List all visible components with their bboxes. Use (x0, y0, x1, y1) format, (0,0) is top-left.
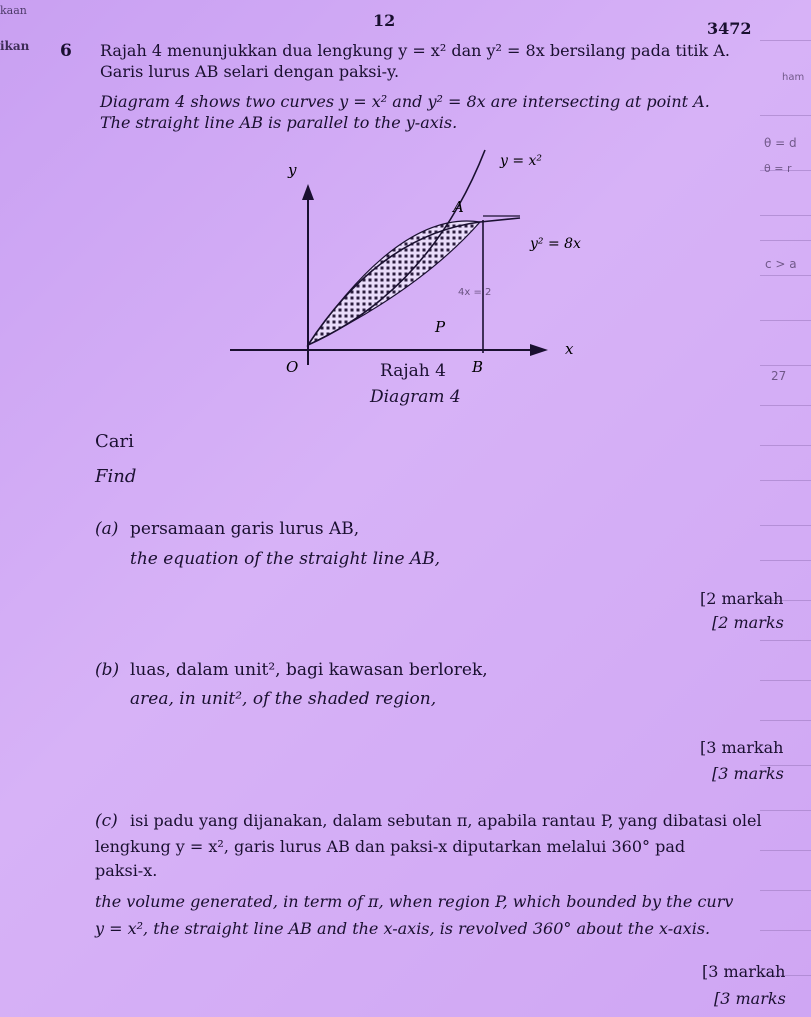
margin-label: ikan (0, 39, 30, 53)
part-c-ms-line3: paksi-x. (95, 861, 158, 880)
part-c-ms-line2: lengkung y = x², garis lurus AB dan paksi-x diputarkan melalui 360° pad (95, 837, 686, 856)
margin-note: θ = r (764, 162, 792, 175)
diagram-4 (230, 140, 610, 380)
x-axis-arrow (530, 344, 548, 356)
part-c-en-line1: the volume generated, in term of π, when region P, which bounded by the curv (95, 892, 734, 911)
point-a-label: A (453, 198, 464, 216)
curve1-label: y = x² (500, 153, 543, 169)
curve2-label: y² = 8x (530, 236, 581, 252)
point-b-label: B (472, 358, 484, 376)
margin-note: θ = d (764, 136, 797, 150)
question-en-line1: Diagram 4 shows two curves y = x² and y² = 8x are intersecting at point A. (100, 92, 710, 111)
question-en-line2: The straight line AB is parallel to the y-axis. (100, 113, 458, 132)
part-b-marks-en: [3 marks (712, 764, 784, 783)
part-b-letter: (b) (95, 660, 120, 680)
part-a-marks-ms: [2 markah (700, 589, 784, 608)
question-number: 6 (60, 41, 72, 61)
part-b-ms: luas, dalam unit², bagi kawasan berlorek, (130, 660, 488, 680)
origin-label: O (286, 358, 299, 376)
find-ms: Cari (95, 431, 134, 452)
part-c-marks-ms: [3 markah (702, 962, 786, 981)
question-ms-line1: Rajah 4 menunjukkan dua lengkung y = x² dan y² = 8x bersilang pada titik A. (100, 41, 730, 60)
part-a-en: the equation of the straight line AB, (130, 549, 441, 569)
caption-ms: Rajah 4 (380, 361, 446, 381)
part-a-ms: persamaan garis lurus AB, (130, 519, 360, 539)
y-axis-label: y (288, 161, 297, 179)
part-c-letter: (c) (95, 811, 118, 831)
handwritten-note: 4x = 2 (458, 287, 492, 298)
part-c-en-line2: y = x², the straight line AB and the x-axis, is revolved 360° about the x-axis. (95, 919, 711, 938)
margin-note: c > a (765, 257, 797, 271)
question-ms-line2: Garis lurus AB selari dengan paksi-y. (100, 62, 400, 81)
region-p-label: P (435, 318, 446, 336)
part-a-marks-en: [2 marks (712, 613, 784, 632)
page-number: 12 (373, 11, 396, 30)
margin-note: ham (782, 72, 805, 83)
find-en: Find (95, 466, 137, 487)
part-a-letter: (a) (95, 519, 119, 539)
x-axis-label: x (565, 340, 574, 358)
shaded-region (308, 221, 480, 345)
part-c-marks-en: [3 marks (714, 989, 786, 1008)
part-b-marks-ms: [3 markah (700, 738, 784, 757)
header-left: kaan (0, 4, 27, 17)
part-c-ms-line1: isi padu yang dijanakan, dalam sebutan π, apabila rantau P, yang dibatasi olel (130, 811, 762, 830)
part-b-en: area, in unit², of the shaded region, (130, 689, 437, 709)
margin-note: 27 (771, 369, 787, 383)
caption-en: Diagram 4 (370, 387, 461, 407)
paper-code: 3472 (707, 19, 752, 38)
y-axis-arrow (302, 184, 314, 200)
